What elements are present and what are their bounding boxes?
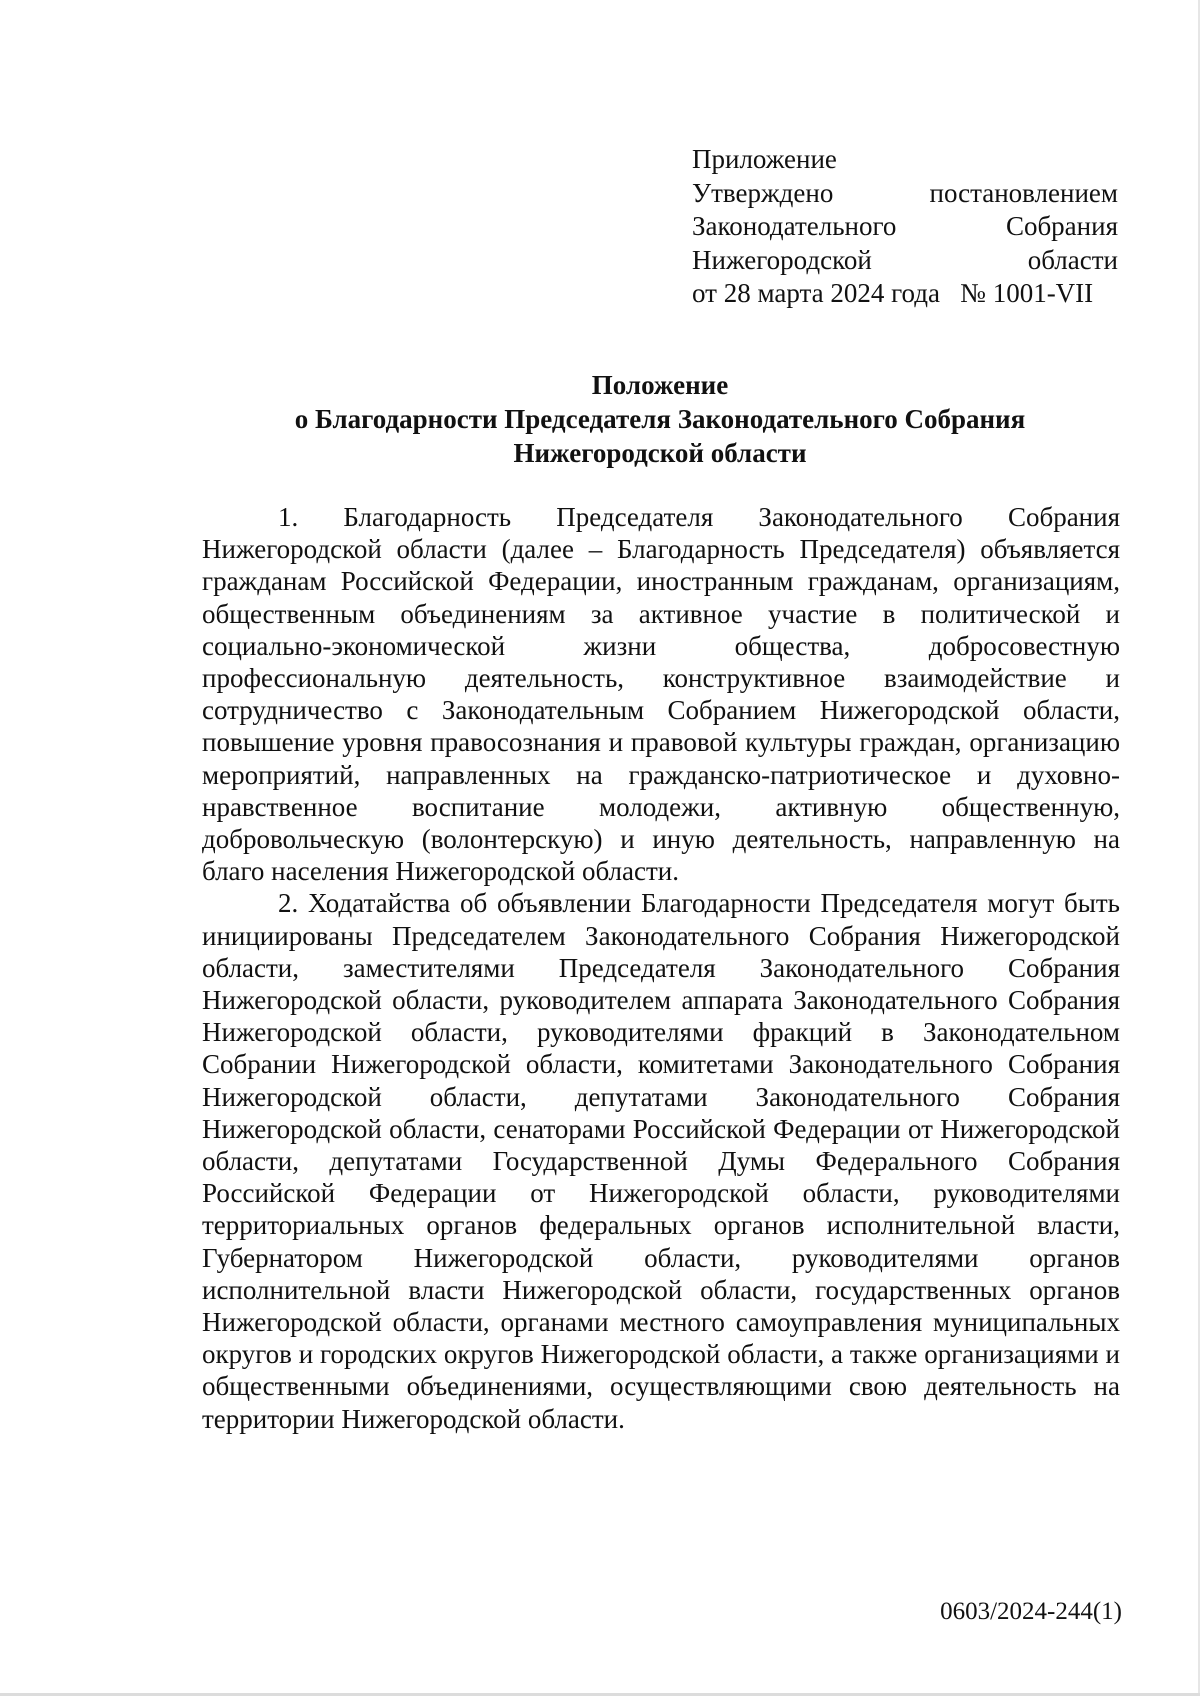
approval-block xyxy=(692,143,1118,311)
document-code: 0603/2024-244(1) xyxy=(940,1598,1122,1625)
region-word: области xyxy=(1027,244,1118,275)
approved-by-line xyxy=(692,177,1118,211)
resolution-date-number: от 28 марта 2024 года № 1001-VII xyxy=(692,278,1094,308)
document-title xyxy=(200,368,1120,470)
region-line xyxy=(692,244,1118,278)
approved-by-word: Утверждено xyxy=(692,177,834,208)
title-line-1: Положение xyxy=(591,370,729,400)
annex-label: Приложение xyxy=(692,144,837,174)
paragraph-2: 2. Ходатайства об объявлении Благодарности Председателя могут быть инициированы Председателем Законодательного Собрания Нижегородской области, заместителями Председателя Законодательного Собрания Нижегородской области, руководителем аппарата Законодательного Собрания Нижегородской области, руководителями фракций в Законодательном Собрании Нижегородской области, комитетами Законодательного Собрания Нижегородской области, депутатами Законодательного Собрания Нижегородской области, сенаторами Российской Федерации от Нижегородской области, депутатами Государственной Думы Федерального Собрания Российской Федерации от Нижегородской области, руководителями территориальных органов федеральных органов исполнительной власти, Губернатором Нижегородской области, руководителями органов исполнительной власти Нижегородской области, государственных органов Нижегородской области, органами местного самоуправления муниципальных округов и городских округов Нижегородской области, а также организациями и общественными объединениями, осуществляющими свою деятельность на территории Нижегородской области. xyxy=(202,888,1120,1434)
nizhny-novgorod-word: Нижегородской xyxy=(692,244,872,275)
title-line-3: Нижегородской области xyxy=(513,438,807,468)
document-body xyxy=(202,501,1120,1435)
resolution-word: постановлением xyxy=(929,177,1118,208)
paragraph-1: 1. Благодарность Председателя Законодательного Собрания Нижегородской области (далее – Благодарность Председателя) объявляется гражданам Российской Федерации, иностранным гражданам, организациям, общественным объединениям за активное участие в политической и социально-экономической жизни общества, добросовестную профессиональную деятельность, конструктивное взаимодействие и сотрудничество с Законодательным Собранием Нижегородской области, повышение уровня правосознания и правовой культуры граждан, организацию мероприятий, направленных на гражданско-патриотическое и духовно-нравственное воспитание молодежи, активную общественную, добровольческую (волонтерскую) и иную деятельность, направленную на благо населения Нижегородской области. xyxy=(202,502,1120,887)
assembly-word: Собрания xyxy=(1005,211,1118,241)
assembly-line xyxy=(692,210,1118,244)
title-line-2: о Благодарности Председателя Законодательного Собрания xyxy=(294,404,1026,434)
legislative-word: Законодательного xyxy=(692,211,897,241)
